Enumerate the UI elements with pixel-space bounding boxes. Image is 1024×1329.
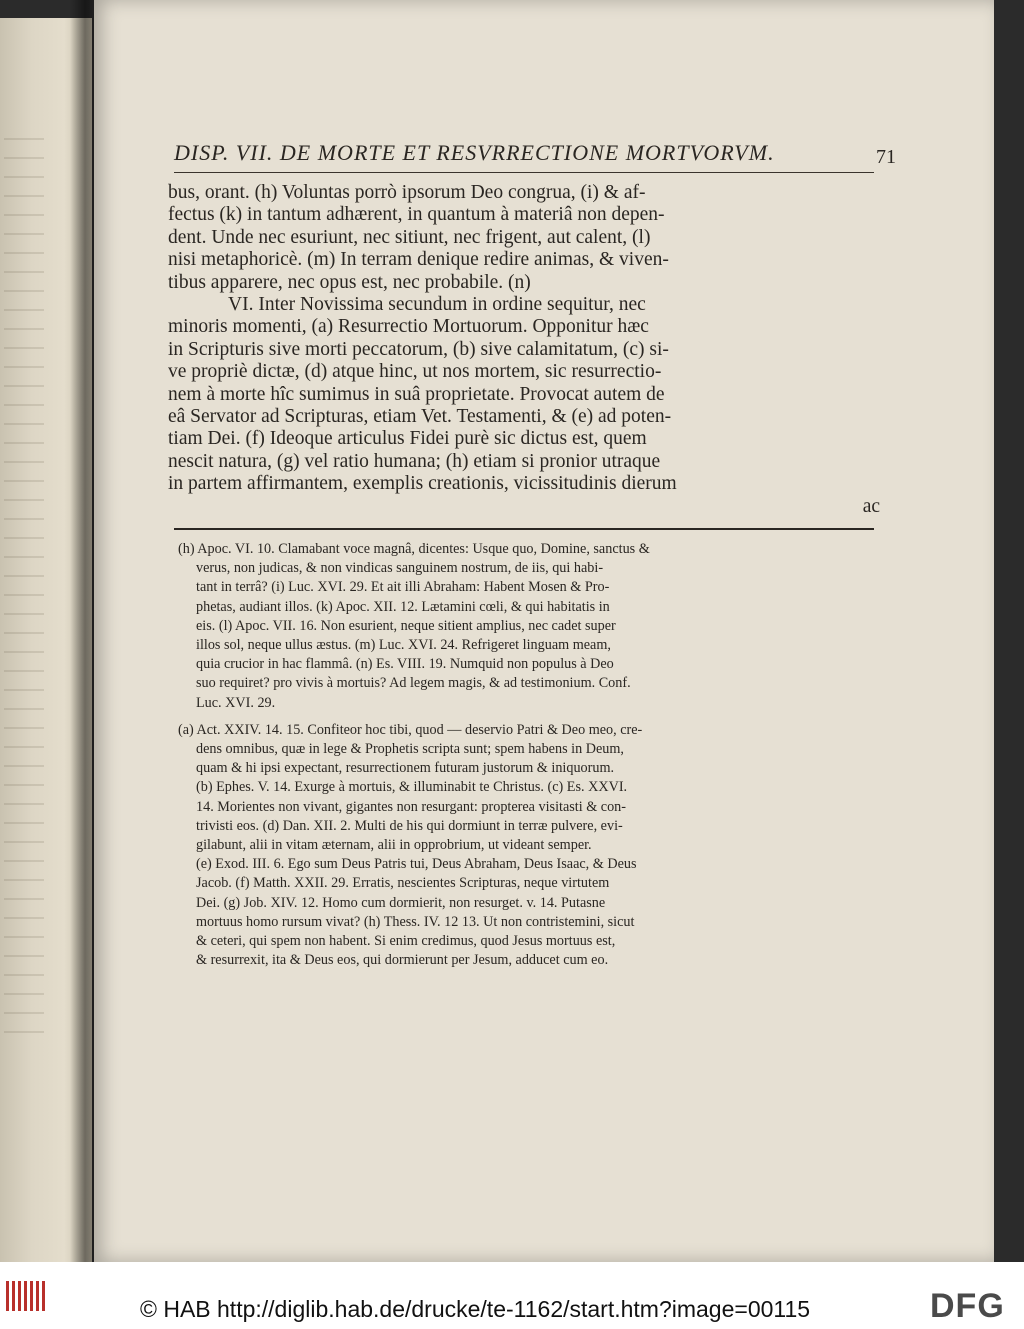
running-head: DISP. VII. DE MORTE ET RESVRRECTIONE MORTVORVM. [174,140,775,165]
header-rule [174,172,874,173]
text-line: tiam Dei. (f) Ideoque articulus Fidei purè sic dictus est, quem [168,428,647,450]
text-line: tibus apparere, nec opus est, nec probabile. (n) [168,271,531,293]
text-line: ve propriè dictæ, (d) atque hinc, ut nos mortem, sic resurrectio- [168,361,662,383]
footnote-block [178,721,878,971]
footnote-line: & resurrexit, ita & Deus eos, qui dormierunt per Jesum, adducet cum eo. [196,952,609,969]
text-line: VI. Inter Novissima secundum in ordine sequitur, nec [228,294,646,316]
text-line: dent. Unde nec esuriunt, nec sitiunt, nec frigent, aut calent, (l) [168,226,651,248]
main-text [168,182,880,518]
footnote-line: trivisti eos. (d) Dan. XII. 2. Multi de his qui dormiunt in terræ pulvere, evi- [196,817,623,834]
footnote-line: suo requiret? pro vivis à mortuis? Ad legem magis, & ad testimonium. Conf. [196,675,631,692]
footnote-line: quam & hi ipsi expectant, resurrectionem futuram justorum & iniquorum. [196,760,615,777]
footnote-line: tant in terrâ? (i) Luc. XVI. 29. Et ait illi Abraham: Habent Mosen & Pro- [196,579,610,596]
footnote-line: eis. (l) Apoc. VII. 16. Non esurient, neque sitient amplius, nec cadet super [196,617,616,634]
text-line: bus, orant. (h) Voluntas porrò ipsorum Deo congrua, (i) & af- [168,182,646,203]
text-line: fectus (k) in tantum adhærent, in quantum à materiâ non depen- [168,204,665,226]
text-line: minoris momenti, (a) Resurrectio Mortuorum. Opponitur hæc [168,316,649,338]
footnote-line: & ceteri, qui spem non habent. Si enim credimus, quod Jesus mortuus est, [196,933,616,950]
hab-barcode-logo-icon [6,1281,48,1311]
footnotes [178,540,878,978]
catchword: ac [862,495,880,517]
text-line: nem à morte hîc sumimus in suâ proprietate. Provocat autem de [168,383,665,405]
text-line: nescit natura, (g) vel ratio humana; (h) etiam si pronior utraque [168,450,661,472]
background-edge [994,0,1024,1262]
scanned-page [94,0,994,1262]
page-number: 71 [876,146,896,168]
footnote-line: 14. Morientes non vivant, gigantes non resurgant: propterea visitasti & con- [196,798,627,815]
footnote-line: gilabunt, alii in vitam æternam, alii in opprobrium, ut videant semper. [196,837,592,854]
footnote-divider [174,528,874,530]
footnote-line: (h) Apoc. VI. 10. Clamabant voce magnâ, dicentes: Usque quo, Domine, sanctus & [178,541,650,557]
copyright-link[interactable]: © HAB http://diglib.hab.de/drucke/te-1162/start.htm?image=00115 [140,1296,811,1322]
text-line: in Scripturis sive morti peccatorum, (b) sive calamitatum, (c) si- [168,338,669,360]
footnote-line: quia crucior in hac flammâ. (n) Es. VIII. 19. Numquid non populus à Deo [196,656,614,673]
footnote-line: (e) Exod. III. 6. Ego sum Deus Patris tui, Deus Abraham, Deus Isaac, & Deus [196,856,637,873]
text-line: eâ Servator ad Scripturas, etiam Vet. Testamenti, & (e) ad poten- [168,406,672,428]
footnote-line: illos sol, neque ullus æstus. (m) Luc. XVI. 24. Refrigeret linguam meam, [196,637,611,654]
footnote-line: (a) Act. XXIV. 14. 15. Confiteor hoc tibi, quod — deservio Patri & Deo meo, cre- [178,721,643,738]
footnote-line: Luc. XVI. 29. [196,694,276,711]
footnote-line: verus, non judicas, & non vindicas sanguinem nostrum, de iis, qui habi- [196,560,604,577]
footnote-line: Dei. (g) Job. XIV. 12. Homo cum dormierit, non resurget. v. 14. Putasne [196,894,606,911]
footnote-line: phetas, audiant illos. (k) Apoc. XII. 12. Lætamini cœli, & qui habitatis in [196,598,610,615]
footnote-line: Jacob. (f) Matth. XXII. 29. Erratis, nescientes Scripturas, neque virtutem [196,875,610,892]
text-line: nisi metaphoricè. (m) In terram denique redire animas, & viven- [168,249,669,271]
footnote-line: mortuus homo rursum vivat? (h) Thess. IV. 12 13. Ut non contristemini, sicut [196,913,635,930]
footnote-line: dens omnibus, quæ in lege & Prophetis scripta sunt; spem habens in Deum, [196,741,624,758]
text-line: in partem affirmantem, exemplis creationis, vicissitudinis dierum [168,473,677,495]
footnote-line: (b) Ephes. V. 14. Exurge à mortuis, & illuminabit te Christus. (c) Es. XXVI. [196,779,628,796]
dfg-logo: DFG [930,1287,1005,1325]
footnote-block [178,540,878,713]
